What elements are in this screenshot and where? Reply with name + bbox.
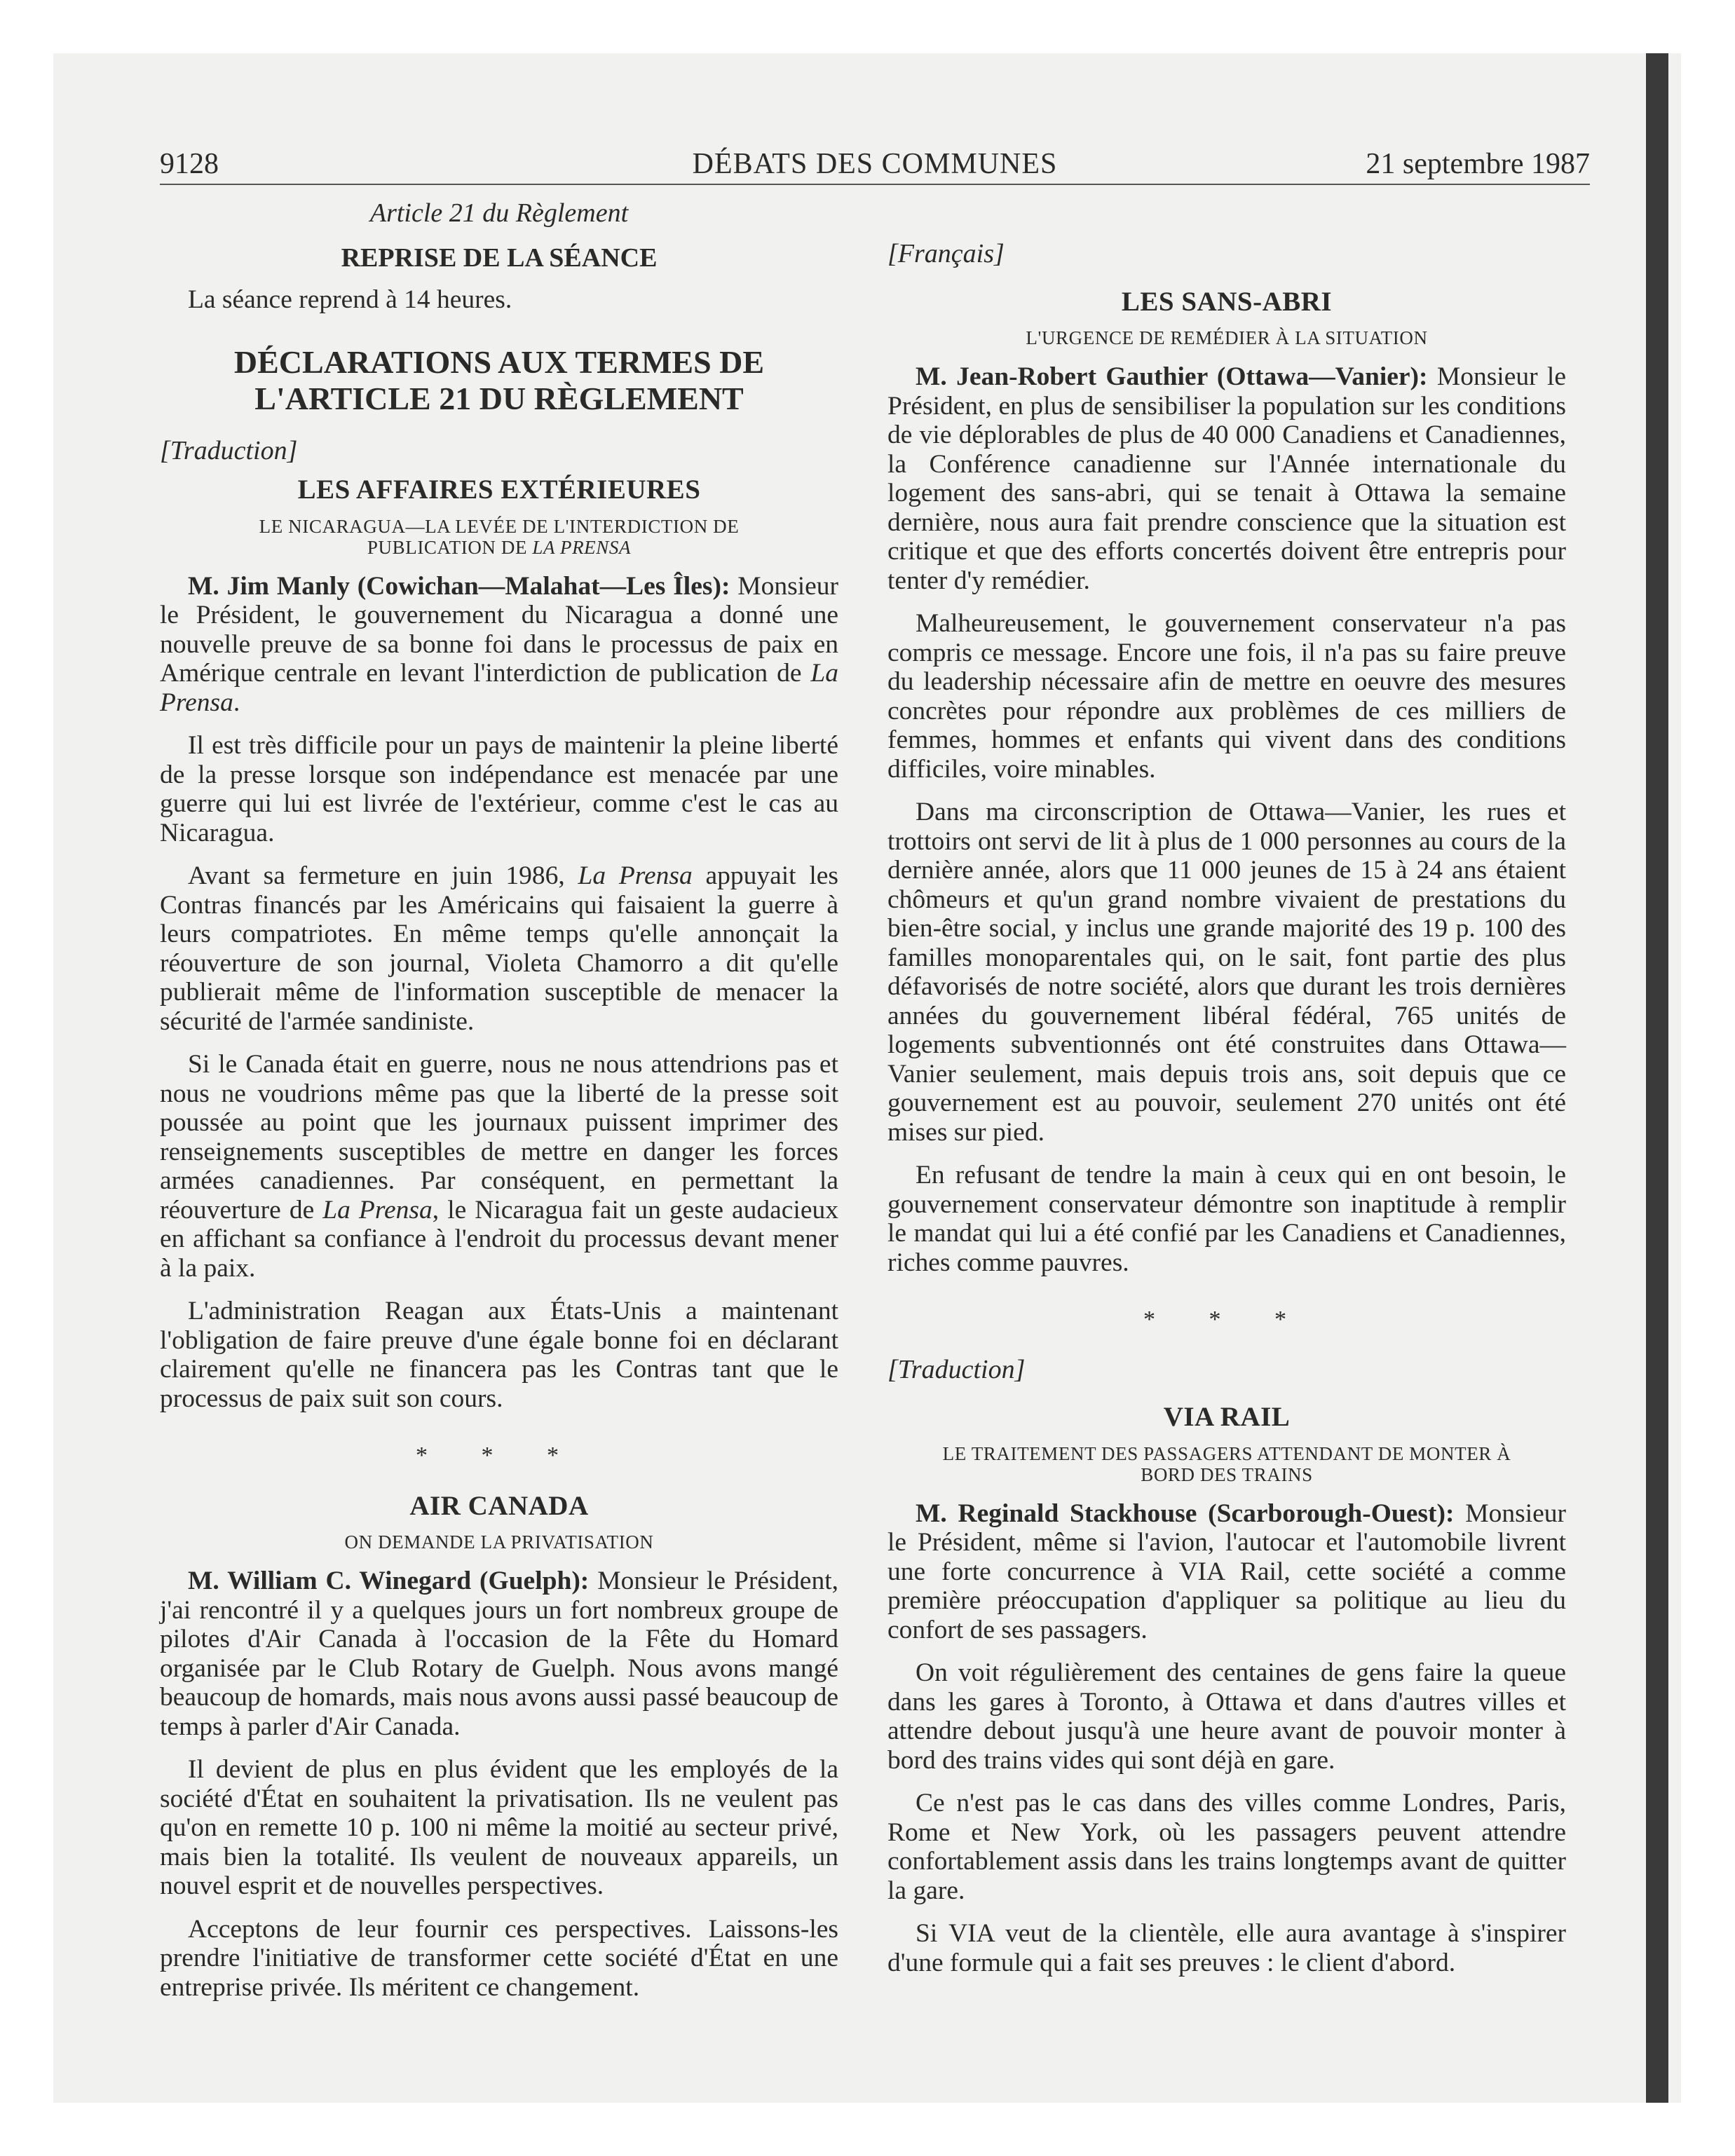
aircanada-subtitle: ON DEMANDE LA PRIVATISATION <box>344 1531 654 1553</box>
manly-paragraph-5: L'administration Reagan aux États-Unis a maintenant l'obligation de faire preuve d'une égale bonne foi en déclarant clairement qu'elle ne financera pas les Contras tant que le processus de paix suit son cours. <box>160 1297 838 1413</box>
manly-p1-end: . <box>233 688 240 717</box>
declarations-title-line-2: L'ARTICLE 21 DU RÈGLEMENT <box>254 380 744 416</box>
viarail-subtitle-line-2: BORD DES TRAINS <box>1141 1464 1313 1485</box>
manly-paragraph-1 <box>160 572 838 718</box>
header-date: 21 septembre 1987 <box>1366 148 1590 180</box>
manly-p4-a: Si le Canada était en guerre, nous ne nous attendrions pas et nous ne voudrions même pas que la liberté de la presse soit poussée au point que les journaux puissent imprimer des renseignements susceptibles de mettre en danger les forces armées canadiennes. Par conséquent, en permettant la réouverture de <box>160 1050 838 1224</box>
gauthier-speaker: M. Jean-Robert Gauthier (Ottawa—Vanier): <box>916 362 1428 391</box>
manly-p1-text: Monsieur le Président, le gouvernement du Nicaragua a donné une nouvelle preuve de sa bonne foi dans le processus de paix en Amérique centrale en levant l'interdiction de publication de <box>160 571 838 688</box>
manly-paragraph-2: Il est très difficile pour un pays de maintenir la pleine liberté de la presse lorsque son indépendance est menacée par une guerre qui lui est livrée de l'extérieur, comme c'est le cas au Nicaragua. <box>160 731 838 847</box>
stackhouse-paragraph-4: Si VIA veut de la clientèle, elle aura avantage à s'inspirer d'une formule qui a fait ses preuves : le client d'abord. <box>887 1919 1566 1977</box>
manly-p3-a: Avant sa fermeture en juin 1986, <box>188 861 578 890</box>
affaires-title: LES AFFAIRES EXTÉRIEURES <box>297 475 701 505</box>
traduction-label-right-text: [Traduction] <box>887 1354 1026 1384</box>
affaires-subtitle-line-2 <box>160 537 838 558</box>
affaires-subtitle-line-1: LE NICARAGUA—LA LEVÉE DE L'INTERDICTION DE <box>259 515 740 537</box>
page-header <box>160 144 1590 185</box>
manly-p4-b: , le Nicaragua fait un geste audacieux en affichant sa confiance à l'endroit du processus devant mener à la paix. <box>160 1195 838 1283</box>
stackhouse-p1-text: Monsieur le Président, même si l'avion, l'autocar et l'automobile livrent une forte concurrence à VIA Rail, cette société a comme première préoccupation d'appliquer sa politique au lieu du confort de ses passagers. <box>887 1499 1566 1644</box>
declarations-title-line-1: DÉCLARATIONS AUX TERMES DE <box>233 343 765 380</box>
manly-p1-italic: La Prensa <box>160 659 838 717</box>
gauthier-paragraph-3: Dans ma circonscription de Ottawa—Vanier, les rues et trottoirs ont servi de lit à plus de 1 000 personnes au cours de la dernière année, alors que 11 000 jeunes de 15 à 24 ans étaient chômeurs et qu'un grand nombre vivaient de prestations du bien-être social, y inclus une grande majorité des 19 p. 100 des familles monoparentales qui, on le sait, font partie des plus défavorisés de notre société, alors que durant les trois dernières années du gouvernement libéral fédéral, 765 unités de logements subventionnés ont été construites dans Ottawa—Vanier seulement, mais depuis trois ans, soit depuis que ce gouvernement est au pouvoir, seulement 270 unités ont été mises sur pied. <box>887 798 1566 1147</box>
gauthier-paragraph-4: En refusant de tendre la main à ceux qui en ont besoin, le gouvernement conservateur démontre son inaptitude à remplir le mandat qui lui a été confié par les Canadiens et Canadiennes, riches comme pauvres. <box>887 1161 1566 1277</box>
section-separator: * * * <box>1143 1306 1310 1332</box>
manly-paragraph-4 <box>160 1050 838 1283</box>
manly-paragraph-3 <box>160 861 838 1036</box>
stackhouse-speaker: M. Reginald Stackhouse (Scarborough-Ouest): <box>916 1499 1455 1528</box>
traduction-label-right <box>887 1356 1566 1385</box>
stackhouse-paragraph-2: On voit régulièrement des centaines de gens faire la queue dans les gares à Toronto, à Ottawa et dans d'autres villes et attendre debout jusqu'à une heure avant de pouvoir monter à bord des trains vides qui sont déjà en gare. <box>887 1658 1566 1775</box>
winegard-paragraph-3: Acceptons de leur fournir ces perspectives. Laissons-les prendre l'initiative de transformer cette société d'État en une entreprise privée. Ils méritent ce changement. <box>160 1914 838 2002</box>
traduction-label-text: [Traduction] <box>160 435 298 465</box>
manly-p3-b: appuyait les Contras financés par les Américains qui faisaient la guerre à leurs compatriotes. En même temps qu'elle annonçait la réouverture de son journal, Violeta Chamorro a dit qu'elle publierait même de l'information susceptible de menacer la sécurité de l'armée sandiniste. <box>160 861 838 1036</box>
winegard-paragraph-2: Il devient de plus en plus évident que les employés de la société d'État en souhaitent la privatisation. Ils ne veulent pas qu'on en remette 10 p. 100 ni même la moitié au secteur privé, mais bien la totalité. Ils veulent de nouveaux appareils, un nouvel esprit et de nouvelles perspectives. <box>160 1755 838 1900</box>
sansabri-subtitle: L'URGENCE DE REMÉDIER À LA SITUATION <box>1026 327 1428 348</box>
winegard-paragraph-1 <box>160 1567 838 1741</box>
viarail-subtitle <box>887 1443 1566 1485</box>
viarail-title: VIA RAIL <box>1163 1402 1291 1432</box>
reprise-text: La séance reprend à 14 heures. <box>188 285 512 314</box>
left-column <box>160 199 838 2016</box>
reprise-title: REPRISE DE LA SÉANCE <box>341 243 658 273</box>
francais-label <box>887 240 1566 269</box>
manly-speaker: M. Jim Manly (Cowichan—Malahat—Les Îles): <box>188 571 730 601</box>
affaires-subtitle-italic: LA PRENSA <box>532 536 632 558</box>
journal-title: DÉBATS DES COMMUNES <box>692 148 1058 180</box>
gauthier-paragraph-2: Malheureusement, le gouvernement conservateur n'a pas compris ce message. Encore une fois, il n'a pas su faire preuve du leadership nécessaire afin de mettre en oeuvre des mesures concrètes pour répondre aux problèmes de ces milliers de femmes, hommes et enfants qui vivent dans des conditions difficiles, voire minables. <box>887 609 1566 784</box>
winegard-p1-text: Monsieur le Président, j'ai rencontré il y a quelques jours un fort nombreux groupe de pilotes d'Air Canada à l'occasion de la Fête du Homard organisée par le Club Rotary de Guelph. Nous avons mangé beaucoup de homards, mais nous avons aussi passé beaucoup de temps à parler d'Air Canada. <box>160 1567 838 1741</box>
standing-order-label: Article 21 du Règlement <box>369 198 629 228</box>
aircanada-title: AIR CANADA <box>409 1490 589 1521</box>
scan-edge-shadow <box>1646 53 1668 2103</box>
winegard-speaker: M. William C. Winegard (Guelph): <box>188 1567 590 1595</box>
gauthier-paragraph-1 <box>887 362 1566 595</box>
affaires-subtitle-text: PUBLICATION DE <box>367 536 533 558</box>
manly-p4-italic: La Prensa <box>322 1195 433 1224</box>
stackhouse-paragraph-1 <box>887 1499 1566 1645</box>
stackhouse-paragraph-3: Ce n'est pas le cas dans des villes comme Londres, Paris, Rome et New York, où les passagers peuvent attendre confortablement assis dans les trains longtemps avant de quitter la gare. <box>887 1789 1566 1905</box>
viarail-subtitle-line-1: LE TRAITEMENT DES PASSAGERS ATTENDANT DE MONTER À <box>942 1442 1511 1464</box>
section-separator: * * * <box>416 1442 583 1468</box>
sansabri-title: LES SANS-ABRI <box>1121 286 1333 317</box>
page-number: 9128 <box>160 148 219 180</box>
manly-p3-italic: La Prensa <box>578 861 693 890</box>
declarations-title <box>160 344 838 417</box>
right-column <box>887 199 1566 1991</box>
affaires-subtitle <box>160 516 838 558</box>
traduction-label <box>160 437 838 466</box>
francais-label-text: [Français] <box>887 239 1005 268</box>
gauthier-p1-text: Monsieur le Président, en plus de sensibiliser la population sur les conditions de vie déplorables de plus de 40 000 Canadiens et Canadiennes, la Conférence canadienne sur l'Année internationale du logement des sans-abri, qui se tenait à Ottawa la semaine dernière, nous aura fait prendre conscience que la situation est critique et que des efforts concertés doivent être entrepris pour tenter d'y remédier. <box>887 362 1566 595</box>
